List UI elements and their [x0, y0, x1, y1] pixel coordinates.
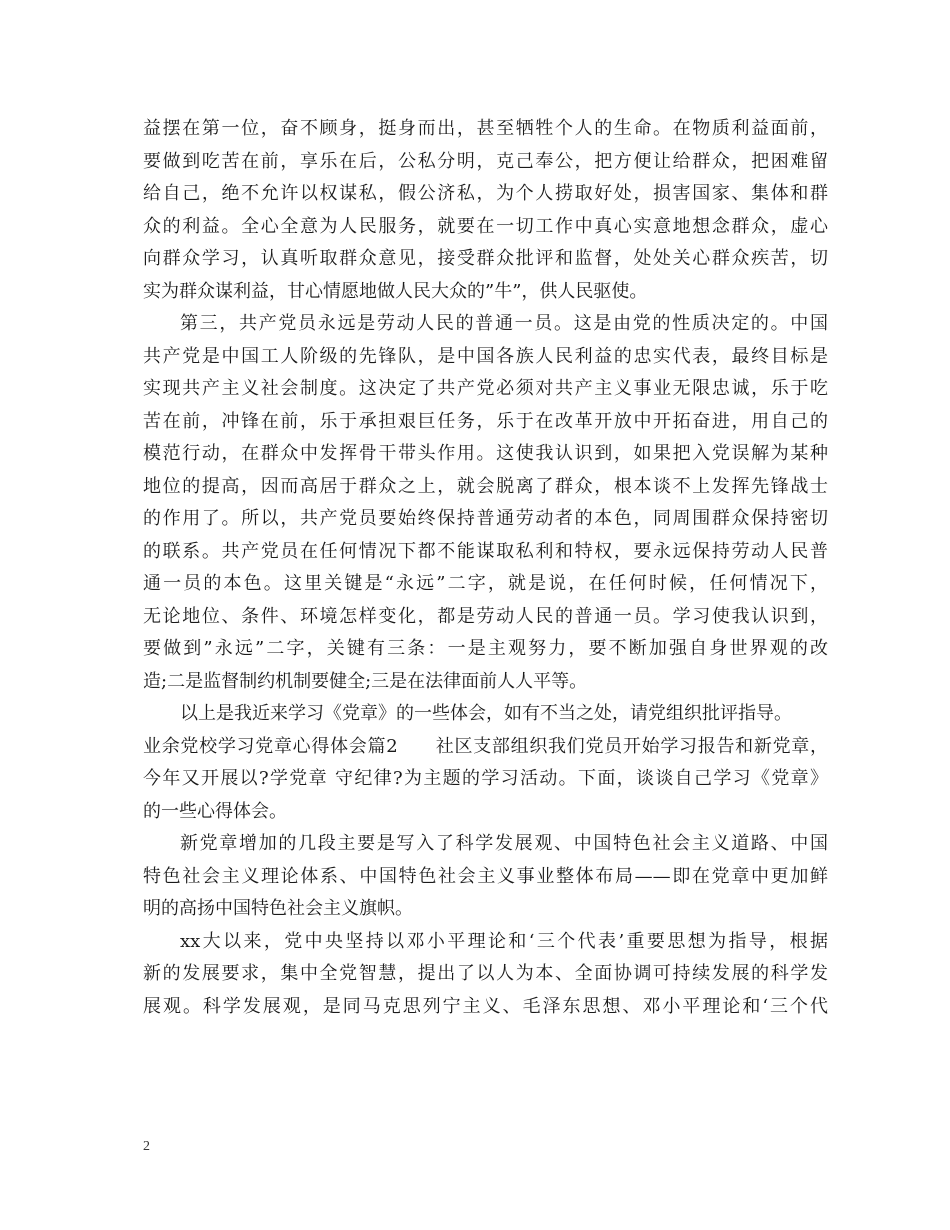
text-line: 明的高扬中国特色社会主义旗帜。 — [143, 898, 413, 919]
page-number: 2 — [143, 1139, 150, 1154]
text-line: 实现共产主义社会制度。这决定了共产党必须对共产主义事业无限忠诚，乐于吃 — [143, 378, 828, 399]
text-line: 今年又开展以?学党章 守纪律?为主题的学习活动。下面，谈谈自己学习《党章》 — [143, 768, 828, 789]
text-line: 苦在前，冲锋在前，乐于承担艰巨任务，乐于在改革开放中开拓奋进，用自己的 — [143, 410, 828, 432]
paragraph-start-line: xx大以来，党中央坚持以邓小平理论和‘三个代表’重要思想为指导，根据 — [180, 930, 828, 952]
text-line: 新的发展要求，集中全党智慧，提出了以人为本、全面协调可持续发展的科学发 — [143, 963, 828, 984]
text-line: 要做到吃苦在前，享乐在后，公私分明，克己奉公，把方便让给群众，把困难留 — [143, 150, 828, 172]
text-line: 无论地位、条件、环境怎样变化，都是劳动人民的普通一员。学习使我认识到， — [143, 605, 828, 627]
text-line: 的联系。共产党员在任何情况下都不能谋取私利和特权，要永远保持劳动人民普 — [143, 540, 828, 562]
text-line: 的作用了。所以，共产党员要始终保持普通劳动者的本色，同周围群众保持密切 — [143, 508, 828, 529]
text-line: 特色社会主义理论体系、中国特色社会主义事业整体布局——即在党章中更加鲜 — [143, 865, 828, 887]
text-line: 众的利益。全心全意为人民服务，就要在一切工作中真心实意地想念群众，虚心 — [143, 215, 828, 237]
text-line: 向群众学习，认真听取群众意见，接受群众批评和监督，处处关心群众疾苦，切 — [143, 248, 828, 269]
text-line: 益摆在第一位，奋不顾身，挺身而出，甚至牺牲个人的生命。在物质利益面前， — [143, 118, 828, 139]
text-line: 要做到”永远”二字，关键有三条：一是主观努力，要不断加强自身世界观的改 — [143, 638, 828, 659]
paragraph-start-line: 以上是我近来学习《党章》的一些体会，如有不当之处，请党组织批评指导。 — [180, 703, 792, 724]
section-heading-line: 业余党校学习党章心得体会篇2 社区支部组织我们党员开始学习报告和新党章， — [143, 735, 828, 757]
text-line: 给自己，绝不允许以权谋私，假公济私，为个人捞取好处，损害国家、集体和群 — [143, 183, 828, 204]
paragraph-start-line: 新党章增加的几段主要是写入了科学发展观、中国特色社会主义道路、中国 — [180, 833, 828, 854]
text-line: 通一员的本色。这里关键是“永远”二字，就是说，在任何时候，任何情况下， — [143, 573, 828, 594]
paragraph-start-line: 第三，共产党员永远是劳动人民的普通一员。这是由党的性质决定的。中国 — [180, 313, 828, 334]
text-line: 共产党是中国工人阶级的先锋队，是中国各族人民利益的忠实代表，最终目标是 — [143, 345, 828, 367]
text-line: 展观。科学发展观，是同马克思列宁主义、毛泽东思想、邓小平理论和‘三个代 — [143, 995, 828, 1017]
document-body — [143, 113, 828, 1023]
text-line: 的一些心得体会。 — [143, 800, 287, 822]
text-line: 实为群众谋利益，甘心情愿地做人民大众的”牛”，供人民驱使。 — [143, 280, 648, 302]
text-line: 模范行动，在群众中发挥骨干带头作用。这使我认识到，如果把入党误解为某种 — [143, 443, 828, 464]
text-line: 造;二是监督制约机制要健全;三是在法律面前人人平等。 — [143, 670, 588, 692]
text-line: 地位的提高，因而高居于群众之上，就会脱离了群众，根本谈不上发挥先锋战士 — [143, 475, 828, 497]
